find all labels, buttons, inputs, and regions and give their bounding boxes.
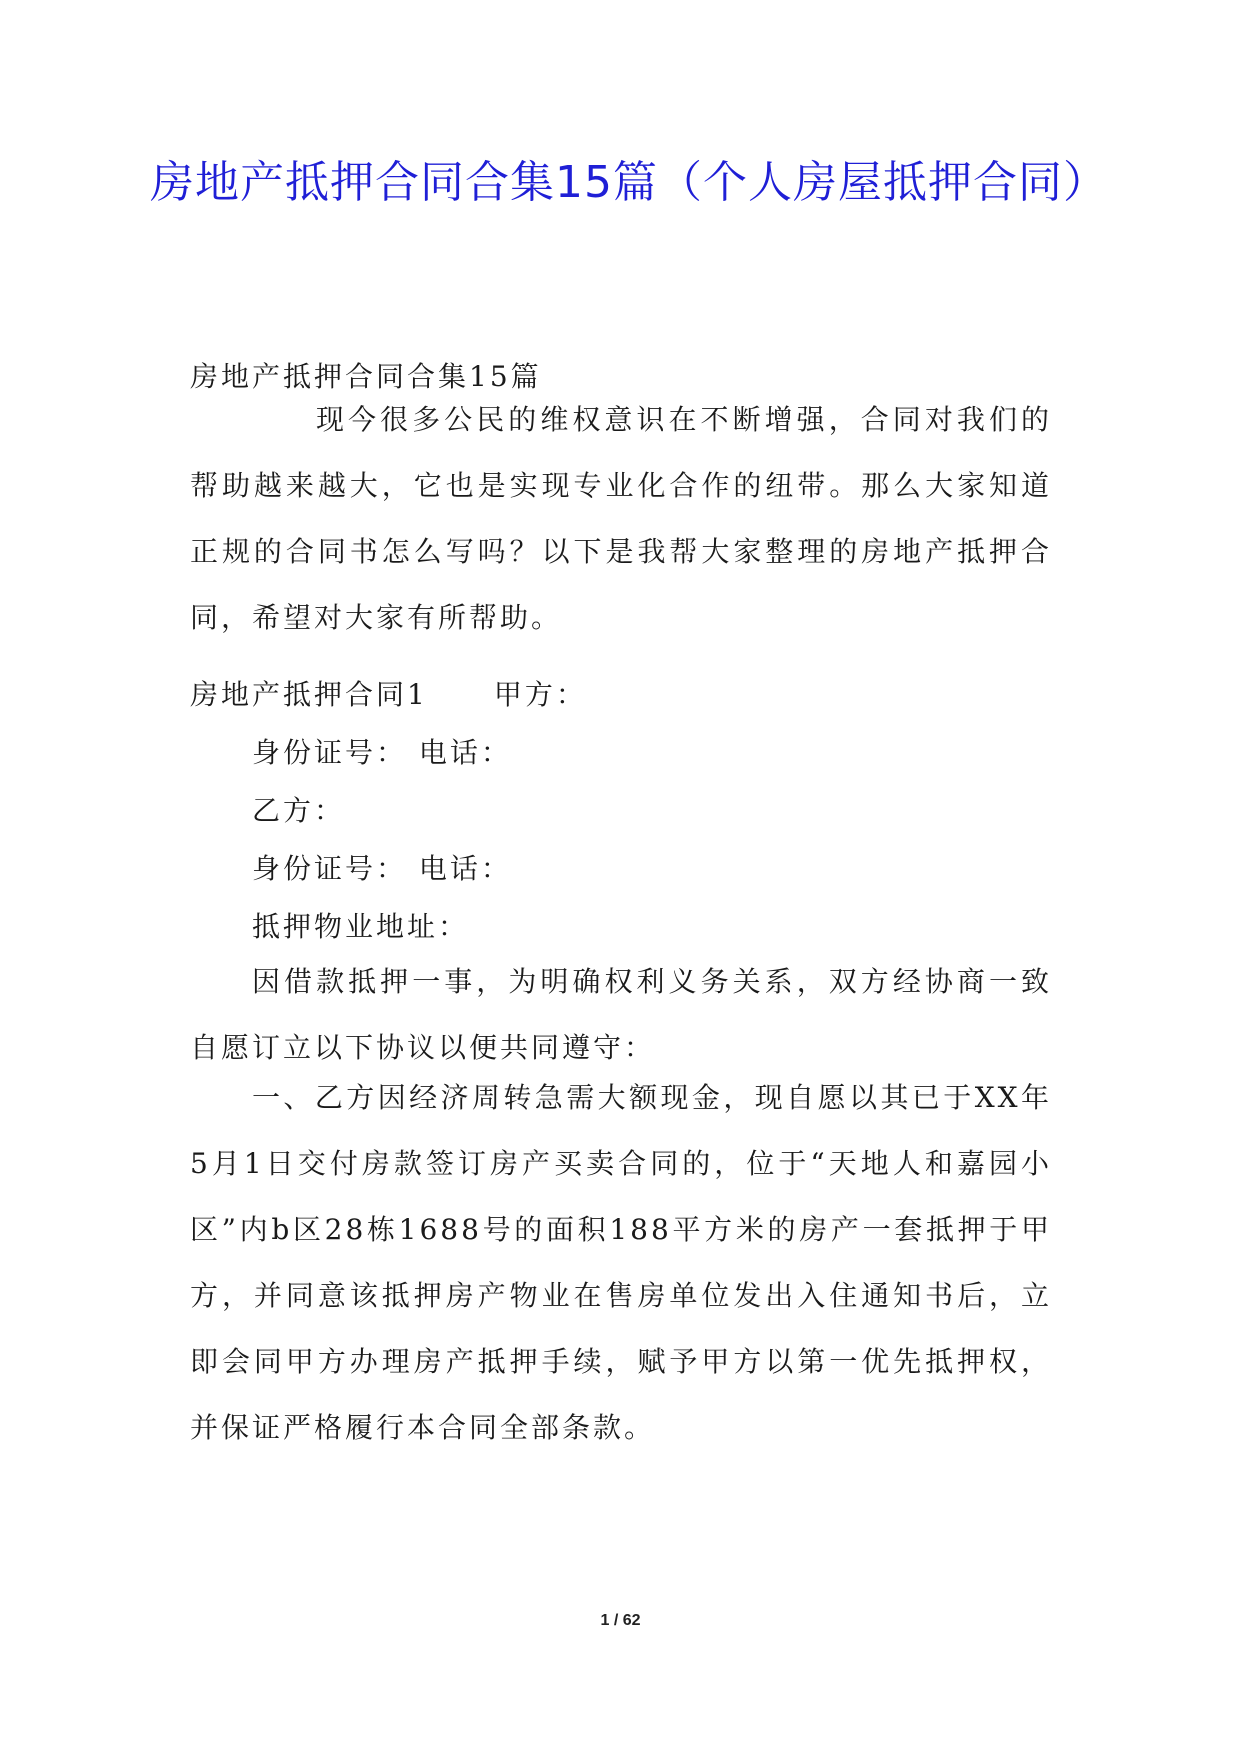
collection-subtitle: 房地产抵押合同合集15篇 xyxy=(190,360,542,393)
section-heading xyxy=(190,673,587,713)
property-address-label: 抵押物业地址： xyxy=(252,910,470,943)
clause-intro-paragraph: 因借款抵押一事，为明确权利义务关系，双方经协商一致自愿订立以下协议以便共同遵守： xyxy=(190,965,1052,1064)
clause-1-paragraph: 一、乙方因经济周转急需大额现金，现自愿以其已于XX年5月1日交付房款签订房产买卖合同的，位于“天地人和嘉园小区”内b区28栋1688号的面积188平方米的房产一套抵押于甲方，并同意该抵押房产物业在售房单位发出入住通知书后，立即会同甲方办理房产抵押手续，赋予甲方以第一优先抵押权，并保证严格履行本合同全部条款。 xyxy=(190,1081,1052,1444)
document-title: 房地产抵押合同合集15篇（个人房屋抵押合同） xyxy=(150,157,1108,208)
party-a-id-phone: 身份证号： 电话： xyxy=(252,736,512,769)
intro-paragraph: 现今很多公民的维权意识在不断增强，合同对我们的帮助越来越大，它也是实现专业化合作的纽带。那么大家知道正规的合同书怎么写吗？以下是我帮大家整理的房地产抵押合同，希望对大家有所帮助。 xyxy=(190,403,1052,634)
party-b-id-phone: 身份证号： 电话： xyxy=(252,852,512,885)
section-heading-text: 房地产抵押合同1 xyxy=(190,678,428,711)
party-a-label: 甲方： xyxy=(493,678,587,711)
party-b-label: 乙方： xyxy=(252,794,346,827)
page-number: 1 / 62 xyxy=(600,1612,641,1629)
